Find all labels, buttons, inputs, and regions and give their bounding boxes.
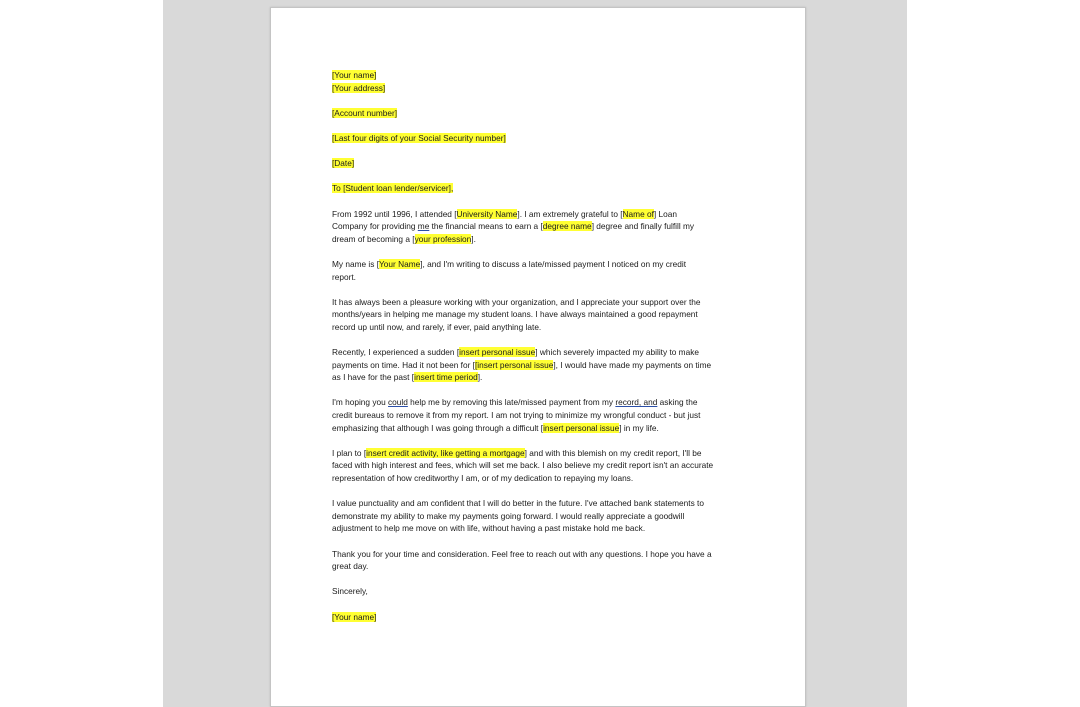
- text-line: months/years in helping me manage my student loans. I have always maintained a good repayment: [332, 309, 698, 320]
- text-line: adjustment to help me move on with life, without having a past mistake hold me back.: [332, 523, 646, 534]
- text: ].: [477, 372, 483, 383]
- text: the financial means to earn a [: [429, 221, 543, 232]
- text-line: record up until now, and rarely, if ever, paid anything late.: [332, 321, 542, 332]
- signature-placeholder[interactable]: [Your name]: [332, 611, 377, 622]
- paragraph-issue: [332, 346, 750, 384]
- text: My name is [: [332, 258, 380, 269]
- paragraph-request: [332, 396, 750, 434]
- personal-issue-placeholder[interactable]: insert personal issue: [543, 422, 620, 433]
- text: From 1992 until 1996, I attended [: [332, 208, 457, 219]
- time-period-placeholder[interactable]: insert time period: [414, 372, 478, 383]
- date-placeholder[interactable]: [Date]: [332, 158, 355, 169]
- name-of-placeholder[interactable]: Name of: [622, 208, 654, 219]
- text: report.: [332, 271, 356, 282]
- paragraph-attendance: [332, 208, 750, 246]
- text: ] Loan: [653, 208, 677, 219]
- text-line: faced with high interest and fees, which will set me back. I also believe my credit report isn't an accurate: [332, 460, 714, 471]
- personal-issue-placeholder[interactable]: insert personal issue: [459, 347, 536, 358]
- text-line: It has always been a pleasure working with your organization, and I appreciate your support over the: [332, 296, 701, 307]
- your-name-placeholder[interactable]: [Your name]: [332, 70, 377, 80]
- text: credit bureaus to remove it from my report. I am not trying to minimize my wrongful conduct - but just: [332, 410, 701, 421]
- text-line: demonstrate my ability to make my payments going forward. I would really appreciate a goodwill: [332, 510, 685, 521]
- grammar-flag-word[interactable]: could: [388, 397, 408, 408]
- text: asking the: [657, 397, 698, 408]
- text: ].: [471, 233, 476, 244]
- text: help me by removing this late/missed payment from my: [407, 397, 616, 408]
- text: Company for providing: [332, 221, 418, 232]
- account-number-placeholder[interactable]: [Account number]: [332, 107, 398, 118]
- university-placeholder[interactable]: University Name: [456, 208, 518, 219]
- credit-activity-placeholder[interactable]: insert credit activity, like getting a mortgage: [366, 447, 525, 458]
- recipient-placeholder[interactable]: To [Student loan lender/servicer],: [332, 183, 454, 194]
- grammar-flag-word[interactable]: record, and: [615, 397, 658, 408]
- degree-placeholder[interactable]: degree name: [542, 221, 592, 232]
- paragraph-commitment: [332, 497, 750, 535]
- text: ] degree and finally fulfill my: [591, 221, 695, 232]
- letter-body: [332, 69, 750, 623]
- text: ] which severely impacted my ability to make: [535, 347, 699, 358]
- text-line: representation of how creditworthy I am, or of my dedication to repaying my loans.: [332, 473, 634, 483]
- paragraph-thanks: [332, 548, 750, 573]
- text-line: I value punctuality and am confident that I will do better in the future. I've attached bank statements to: [332, 498, 704, 509]
- text: emphasizing that although I was going through a difficult [: [332, 422, 544, 433]
- your-address-placeholder[interactable]: [Your address]: [332, 82, 386, 93]
- paragraph-plan: [332, 447, 750, 485]
- spellcheck-word[interactable]: me: [417, 221, 430, 232]
- paragraph-history: [332, 296, 750, 334]
- text: ] and with this blemish on my credit report, I'll be: [524, 447, 702, 458]
- ssn-digits-placeholder[interactable]: [Last four digits of your Social Security number]: [332, 132, 506, 143]
- profession-placeholder[interactable]: your profession: [414, 233, 472, 244]
- closing: Sincerely,: [332, 586, 368, 597]
- text-line: Thank you for your time and consideration. Feel free to reach out with any questions. I hope you have a: [332, 548, 712, 559]
- text: dream of becoming a [: [332, 233, 415, 244]
- name-placeholder[interactable]: Your Name: [379, 258, 421, 269]
- text: I plan to [: [332, 447, 367, 458]
- text: payments on time. Had it not been for [: [332, 359, 475, 370]
- text: Recently, I experienced a sudden [: [332, 347, 460, 358]
- text-line: great day.: [332, 561, 369, 572]
- text: ] in my life.: [619, 422, 659, 433]
- paragraph-introduction: [332, 258, 750, 283]
- text: ]. I am extremely grateful to [: [517, 208, 623, 219]
- text: ], I would have made my payments on time: [553, 359, 712, 370]
- text: I'm hoping you: [332, 397, 389, 408]
- text: as I have for the past [: [332, 372, 415, 383]
- text: ], and I'm writing to discuss a late/missed payment I noticed on my credit: [420, 258, 687, 269]
- personal-issue-placeholder[interactable]: [insert personal issue: [474, 359, 554, 370]
